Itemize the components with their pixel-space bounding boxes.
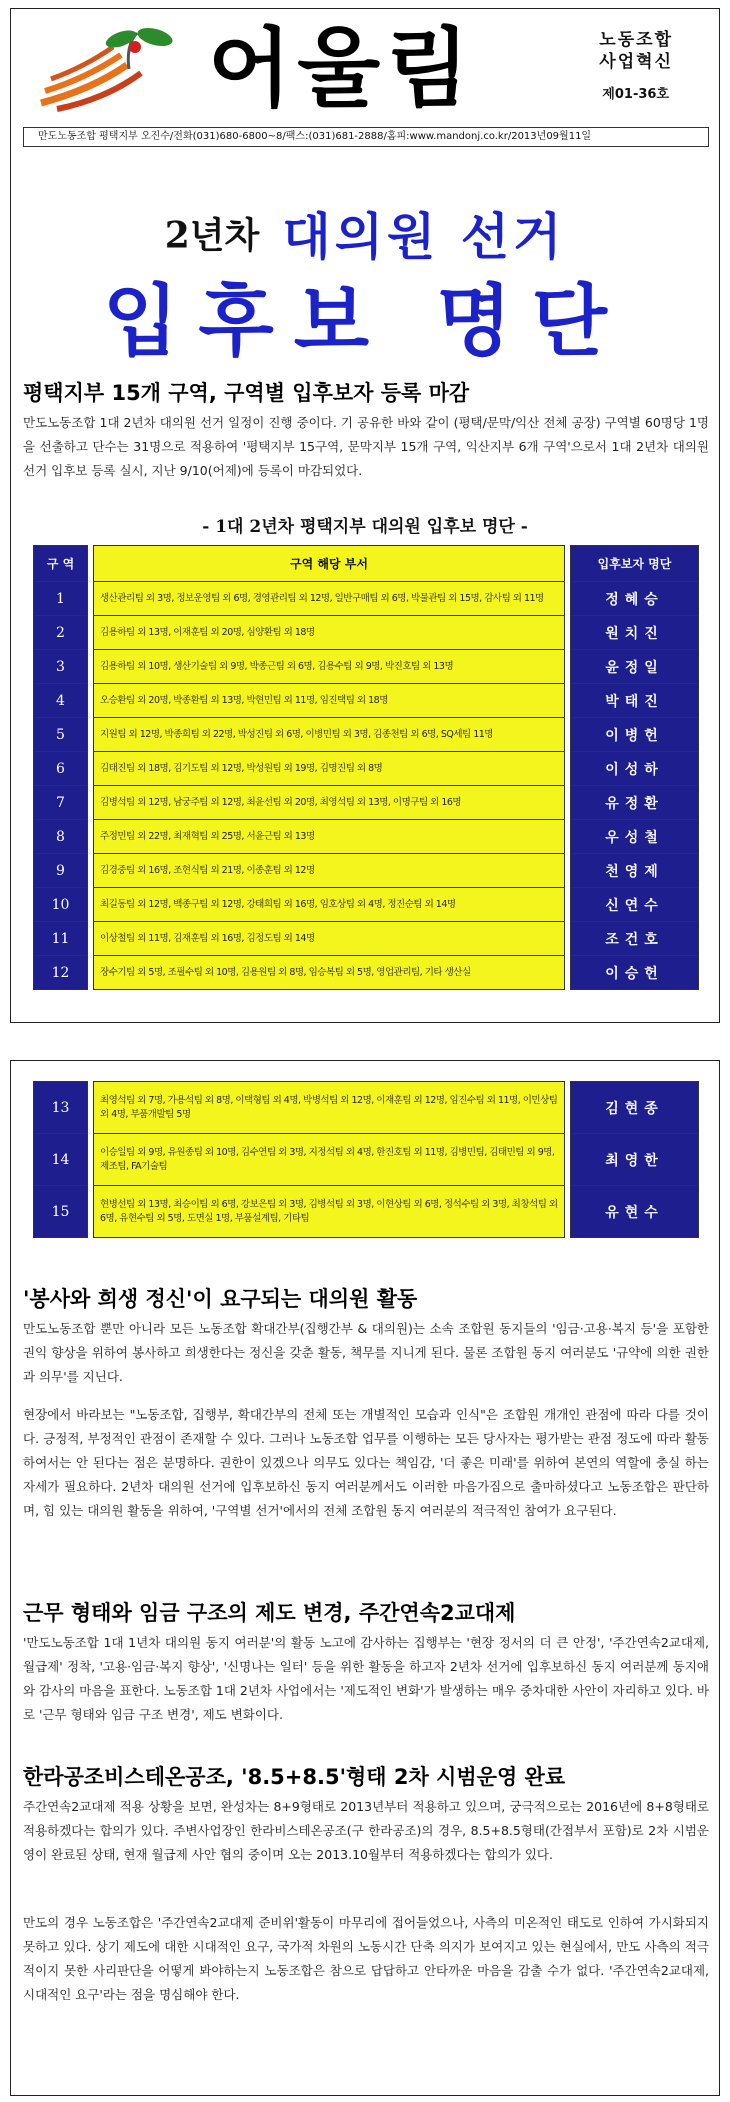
district-number: 10 bbox=[34, 888, 88, 922]
section4-body-2: 만도의 경우 노동조합은 '주간연속2교대제 준비위'활동이 마무리에 접어들었으나, 사측의 미온적인 태도로 인하여 가시화되지 못하고 있다. 상기 제도에 대한 시대적인 요구, 국가적 차원의 노동시간 단축 의지가 보여지고 있는 현실에서, 만도 사측의 적극적이지 못한 사리판단을 어떻게 봐야하는지 노동조합은 참으로 답답하고 안타까운 마음을 감출 수가 없다. '주간연속2교대제, 시대적인 요구'라는 점을 명심해야 한다. bbox=[23, 1915, 709, 2002]
district-departments: 주정민팀 외 22명, 최재혁팀 외 25명, 서윤근팀 외 13명 bbox=[94, 820, 565, 854]
section3-title: 근무 형태와 임금 구조의 제도 변경, 주간연속2교대제 bbox=[23, 1601, 516, 1625]
candidate-name: 우성철 bbox=[571, 820, 699, 854]
district-number: 4 bbox=[34, 684, 88, 718]
contact-info-bar: 만도노동조합 평택지부 오진수/전화(031)680-6800~8/팩스:(031)681-2888/홈피:www.mandonj.co.kr/2013년09월11일 bbox=[23, 127, 709, 147]
table-row bbox=[34, 888, 699, 922]
headline-line-1: 대의원 선거 bbox=[282, 208, 566, 266]
district-number: 12 bbox=[34, 956, 88, 990]
candidate-name: 신연수 bbox=[571, 888, 699, 922]
table-row bbox=[34, 582, 699, 616]
headline-line-2: 입후보 명단 bbox=[103, 277, 627, 367]
sprout-logo-icon bbox=[31, 25, 181, 115]
district-departments: 이승일팀 외 9명, 유원종팀 외 10명, 김수연팀 외 3명, 지정석팀 외 4명, 한진호팀 외 11명, 김병민팀, 김태민팀 외 9명, 제조팀, FA기술팀 bbox=[94, 1134, 565, 1186]
district-departments: 이상철팀 외 11명, 김재훈팀 외 16명, 김정도팀 외 14명 bbox=[94, 922, 565, 956]
candidate-name: 최영한 bbox=[571, 1134, 699, 1186]
section3-body: '만도노동조합 1대 1년차 대의원 동지 여러분'의 활동 노고에 감사하는 집행부는 '현장 정서의 더 큰 안정', '주간연속2교대제, 월급제' 정착, '고용·임금·복지 향상', '신명나는 일터' 등을 위한 활동을 하고자 2년차 선거에 입후보하신 동지 여러분께 동지애와 감사의 마음을 표한다. 노동조합 1대 2년차 사업에서는 '제도적인 변화'가 발생하는 매우 중차대한 사안이 자리하고 있다. 바로 '근무 형태와 임금 구조 변경', 제도 변화이다. bbox=[23, 1635, 709, 1722]
district-number: 15 bbox=[34, 1186, 88, 1238]
section2-title: '봉사와 희생 정신'이 요구되는 대의원 활동 bbox=[23, 1287, 418, 1311]
headline-year: 2년차 bbox=[164, 214, 260, 257]
district-departments: 생산관리팀 외 3명, 정보운영팀 외 6명, 경영관리팀 외 12명, 일반구매팀 외 6명, 박물관팀 외 15명, 감사팀 외 11명 bbox=[94, 582, 565, 616]
candidate-name: 원치진 bbox=[571, 616, 699, 650]
district-number: 8 bbox=[34, 820, 88, 854]
section1-title: 평택지부 15개 구역, 구역별 입후보자 등록 마감 bbox=[23, 381, 470, 405]
table-header-row bbox=[34, 546, 699, 582]
section2-body-1: 만도노동조합 뿐만 아니라 모든 노동조합 확대간부(집행간부 & 대의원)는 소속 조합원 동지들의 '임금·고용·복지 등'을 포함한 권익 향상을 위하여 봉사하고 희생한다는 정신을 갖춘 활동, 책무를 지니게 된다. 물론 조합원 동지 여러분도 '규약에 의한 권한과 의무'를 지닌다. bbox=[23, 1321, 709, 1384]
table-row bbox=[34, 1082, 699, 1134]
section4-title: 한라공조비스테온공조, '8.5+8.5'형태 2차 시범운영 완료 bbox=[23, 1765, 566, 1789]
district-number: 9 bbox=[34, 854, 88, 888]
district-departments: 김병석팀 외 12명, 남궁주팀 외 12명, 최윤선팀 외 20명, 최영석팀 외 13명, 이명구팀 외 16명 bbox=[94, 786, 565, 820]
table-row bbox=[34, 752, 699, 786]
header-area: 구역 해당 부서 bbox=[94, 546, 565, 582]
section2-body-2: 현장에서 바라보는 "노동조합, 집행부, 확대간부의 전체 또는 개별적인 모습과 인식"은 조합원 개개인 관점에 따라 다를 것이다. 긍정적, 부정적인 관점이 존재할 수 있다. 그러나 노동조합 업무를 이행하는 모든 당사자는 평가받는 관점 정도에 따라 활동하여서는 안 된다는 점은 분명하다. 권한이 있겠으나 의무도 있다는 책임감, '더 좋은 미래'를 위하여 본연의 역할에 충실 하는 자세가 필요하다. 2년차 대의원 선거에 입후보하신 동지 여러분께서도 이러한 마음가짐으로 출마하셨다고 노동조합은 판단하며, 힘 있는 대의원 활동을 위하여, '구역별 선거'에서의 전체 조합원 동지 여러분의 적극적인 참여가 요구된다. bbox=[23, 1407, 709, 1518]
candidate-name: 이병헌 bbox=[571, 718, 699, 752]
table-row bbox=[34, 1134, 699, 1186]
candidate-name: 이승헌 bbox=[571, 956, 699, 990]
district-departments: 김태진팀 외 18명, 김기도팀 외 12명, 박성원팀 외 19명, 김명진팀 외 8명 bbox=[94, 752, 565, 786]
district-number: 5 bbox=[34, 718, 88, 752]
table-title: - 1대 2년차 평택지부 대의원 입후보 명단 - bbox=[202, 517, 528, 537]
district-number: 14 bbox=[34, 1134, 88, 1186]
section1-body: 만도노동조합 1대 2년차 대의원 선거 일정이 진행 중이다. 기 공유한 바와 같이 (평택/문막/익산 전체 공장) 구역별 60명당 1명을 선출하고 단수는 31명으로 적용하여 '평택지부 15구역, 문막지부 15개 구역, 익산지부 6개 구역'으로서 1대 2년차 대의원 선거 입후보 등록 실시, 지난 9/10(어제)에 등록이 마감되었다. bbox=[23, 415, 709, 478]
candidate-name: 정혜승 bbox=[571, 582, 699, 616]
district-number: 1 bbox=[34, 582, 88, 616]
section4-body-1: 주간연속2교대제 적용 상황을 보면, 완성차는 8+9형태로 2013년부터 적용하고 있으며, 궁극적으로는 2016년에 8+8형태로 적용하겠다는 합의가 있다. 주변사업장인 한라비스테온공조(구 한라공조)의 경우, 8.5+8.5형태(간접부서 포함)로 2차 시범운영이 완료된 상태, 현재 월급제 사안 협의 중이며 오는 2013.10월부터 적용하겠다는 합의가 있다. bbox=[23, 1799, 709, 1862]
district-departments: 김용하팀 외 13명, 이재훈팀 외 20명, 심양환팀 외 18명 bbox=[94, 616, 565, 650]
table-row bbox=[34, 684, 699, 718]
publisher-label bbox=[599, 29, 673, 73]
district-number: 7 bbox=[34, 786, 88, 820]
table-row bbox=[34, 854, 699, 888]
district-departments: 현병선팀 외 13명, 최승이팀 외 6명, 강보은팀 외 3명, 김병석팀 외 3명, 이현상팀 외 6명, 정석수팀 외 3명, 최창석팀 외 6명, 유현수팀 외 5명, 도면실 1명, 부품설계팀, 기타팀 bbox=[94, 1186, 565, 1238]
district-number: 3 bbox=[34, 650, 88, 684]
candidate-table-part-2 bbox=[33, 1081, 699, 1238]
candidate-name: 천영제 bbox=[571, 854, 699, 888]
publisher-line-2: 사업혁신 bbox=[599, 52, 673, 72]
header-num: 구 역 bbox=[34, 546, 88, 582]
candidate-name: 유현수 bbox=[571, 1186, 699, 1238]
table-row bbox=[34, 820, 699, 854]
district-departments: 지원팀 외 12명, 박종희팀 외 22명, 박성진팀 외 6명, 이병민팀 외 3명, 김종천팀 외 6명, SQ세팀 11명 bbox=[94, 718, 565, 752]
candidate-name: 이성하 bbox=[571, 752, 699, 786]
candidate-table-part-1 bbox=[33, 545, 699, 990]
candidate-name: 김현종 bbox=[571, 1082, 699, 1134]
table-row bbox=[34, 956, 699, 990]
district-departments: 김경중팀 외 16명, 조현식팀 외 21명, 이종훈팀 외 12명 bbox=[94, 854, 565, 888]
district-departments: 최영석팀 외 7명, 가용석팀 외 8명, 이택형팀 외 4명, 박병석팀 외 12명, 이재훈팀 외 12명, 임진수팀 외 11명, 이민상팀 외 4명, 부품개발팀 5명 bbox=[94, 1082, 565, 1134]
district-number: 2 bbox=[34, 616, 88, 650]
district-departments: 최길동팀 외 12명, 백종구팀 외 12명, 강태희팀 외 16명, 임호상팀 외 4명, 정진순팀 외 14명 bbox=[94, 888, 565, 922]
paper-title: 어울림 bbox=[208, 19, 476, 119]
candidate-name: 박태진 bbox=[571, 684, 699, 718]
district-departments: 김용하팀 외 10명, 생산기술팀 외 9명, 박종근팀 외 6명, 김용수팀 외 9명, 박진호팀 외 13명 bbox=[94, 650, 565, 684]
publisher-line-1: 노동조합 bbox=[599, 30, 673, 50]
table-row bbox=[34, 650, 699, 684]
header-name: 입후보자 명단 bbox=[571, 546, 699, 582]
newsletter-page-1 bbox=[10, 8, 720, 1023]
district-number: 13 bbox=[34, 1082, 88, 1134]
candidate-name: 조건호 bbox=[571, 922, 699, 956]
table-row bbox=[34, 616, 699, 650]
candidate-name: 윤정일 bbox=[571, 650, 699, 684]
district-departments: 장수기팀 외 5명, 조필수팀 외 10명, 김용원팀 외 8명, 임승복팀 외 5명, 영업관리팀, 기타 생산실 bbox=[94, 956, 565, 990]
issue-number: 제01-36호 bbox=[602, 87, 669, 102]
masthead bbox=[23, 21, 709, 126]
district-departments: 오승환팀 외 20명, 박종환팀 외 13명, 박현민팀 외 11명, 임진택팀 외 18명 bbox=[94, 684, 565, 718]
table-row bbox=[34, 786, 699, 820]
table-row bbox=[34, 1186, 699, 1238]
candidate-name: 유정환 bbox=[571, 786, 699, 820]
district-number: 6 bbox=[34, 752, 88, 786]
table-row bbox=[34, 718, 699, 752]
district-number: 11 bbox=[34, 922, 88, 956]
table-row bbox=[34, 922, 699, 956]
newsletter-page-2 bbox=[10, 1060, 720, 2096]
